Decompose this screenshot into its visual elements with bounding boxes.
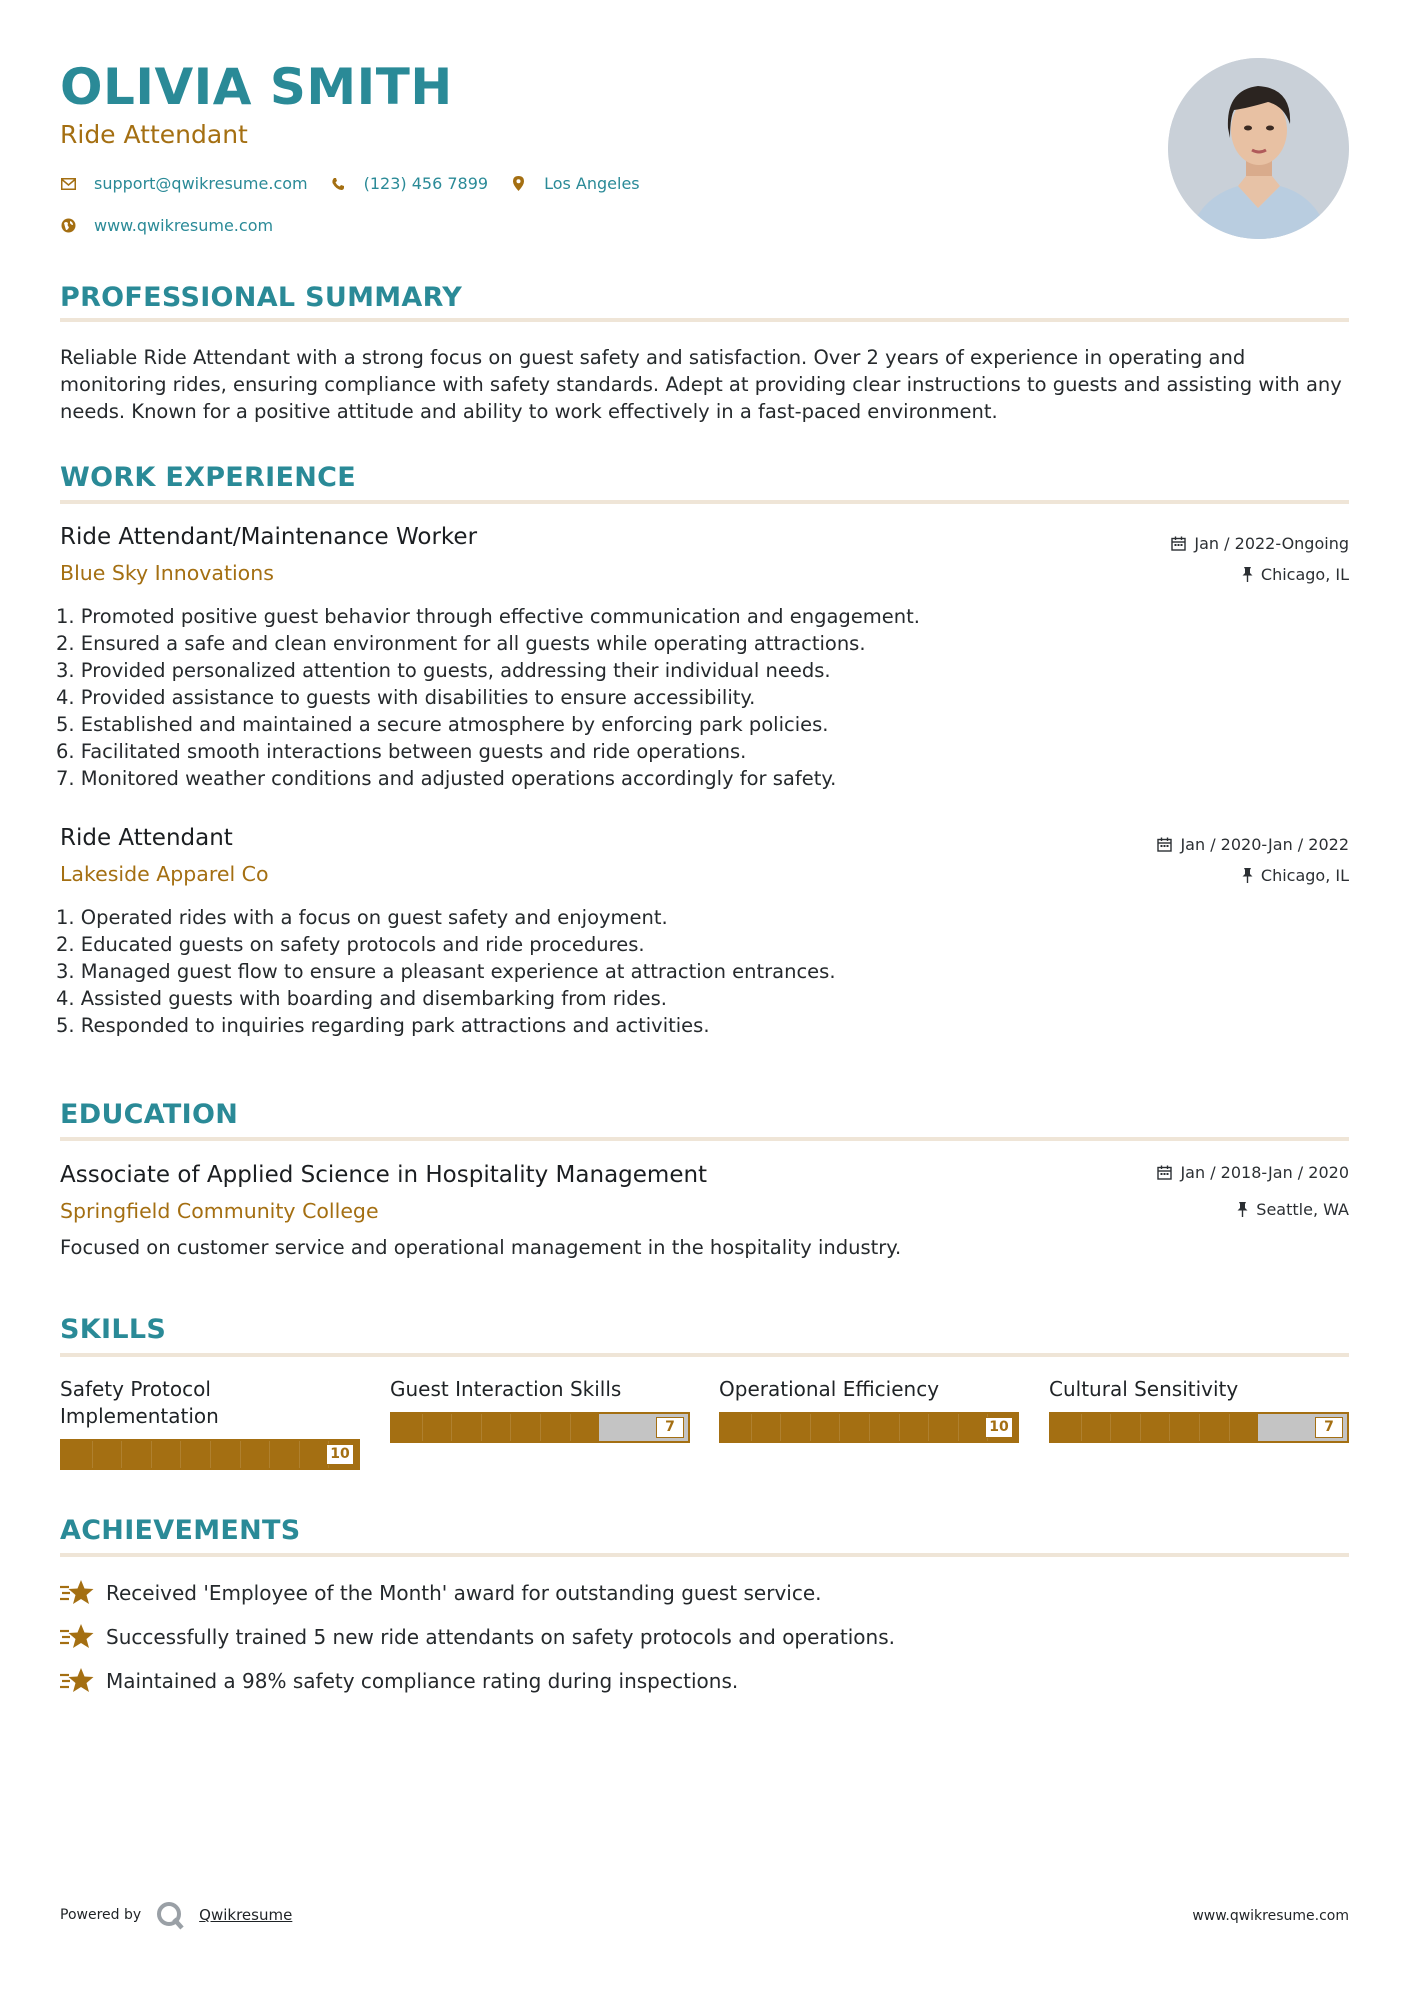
pushpin-icon xyxy=(1242,868,1253,883)
skill-bar-segment xyxy=(510,1414,511,1441)
list-item: 6. Facilitated smooth interactions between guests and ride operations. xyxy=(56,740,747,763)
contact-row-website xyxy=(60,216,295,235)
calendar-icon xyxy=(1171,536,1186,551)
skill-bar-segment xyxy=(1169,1414,1170,1441)
school-name: Springfield Community College xyxy=(60,1199,379,1223)
job-location xyxy=(1242,866,1349,885)
skill-item xyxy=(60,1376,360,1462)
skill-bar-segment xyxy=(839,1414,840,1441)
job-responsibilities xyxy=(56,904,1256,1039)
achievement-text: Maintained a 98% safety compliance rating during inspections. xyxy=(106,1669,739,1693)
job-location-text: Chicago, IL xyxy=(1260,565,1349,584)
achievement-item xyxy=(60,1666,738,1696)
list-item: 4. Provided assistance to guests with disabilities to ensure accessibility. xyxy=(56,686,756,709)
skill-bar-segment xyxy=(151,1441,152,1468)
envelope-icon xyxy=(60,176,76,192)
globe-icon xyxy=(60,218,76,234)
skill-name-line: Safety Protocol xyxy=(60,1377,211,1401)
job-dates-text: Jan / 2020-Jan / 2022 xyxy=(1180,835,1349,854)
job-location-text: Chicago, IL xyxy=(1260,866,1349,885)
calendar-icon xyxy=(1157,1165,1172,1180)
skill-score: 10 xyxy=(326,1444,354,1465)
job-title: Ride Attendant xyxy=(60,825,233,851)
job-responsibilities xyxy=(56,603,1256,792)
job-dates xyxy=(1171,534,1349,553)
qwikresume-link[interactable]: Qwikresume xyxy=(199,1906,293,1924)
skill-bar-fill xyxy=(1051,1414,1258,1441)
list-item: 4. Assisted guests with boarding and disembarking from rides. xyxy=(56,987,667,1010)
skill-name xyxy=(719,1376,1019,1403)
job-dates-text: Jan / 2022-Ongoing xyxy=(1194,534,1349,553)
footer-url[interactable]: www.qwikresume.com xyxy=(1192,1908,1349,1924)
phone-number[interactable]: (123) 456 7899 xyxy=(363,174,489,193)
skill-bar-segment xyxy=(1081,1414,1082,1441)
section-divider xyxy=(60,500,1349,504)
pushpin-icon xyxy=(1237,1202,1248,1217)
footer-branding xyxy=(60,1900,292,1930)
skill-bar xyxy=(390,1412,690,1443)
skill-score: 10 xyxy=(985,1417,1013,1438)
skill-bar-segment xyxy=(269,1441,270,1468)
section-divider xyxy=(60,318,1349,322)
skill-name-line: Implementation xyxy=(60,1404,219,1428)
summary-text: Reliable Ride Attendant with a strong focus on guest safety and satisfaction. Over 2 years of experience in operating and monitoring rides, ensuring compliance with safety standards. Adept at providing clear instructions to guests and assisting with any needs. Known for a positive attitude and ability to work effectively in a fast-paced environment. xyxy=(60,346,1342,423)
skill-bar-segment xyxy=(810,1414,811,1441)
contact-row xyxy=(60,174,662,193)
qwikresume-logo-icon xyxy=(155,1900,185,1930)
star-icon xyxy=(60,1578,94,1608)
skill-bar-segment xyxy=(240,1441,241,1468)
section-divider xyxy=(60,1137,1349,1141)
summary-heading: PROFESSIONAL SUMMARY xyxy=(60,282,463,313)
list-item: 1. Promoted positive guest behavior through effective communication and engagement. xyxy=(56,605,920,628)
skill-bar-segment xyxy=(1199,1414,1200,1441)
list-item: 1. Operated rides with a focus on guest safety and enjoyment. xyxy=(56,906,668,929)
job-location xyxy=(1242,565,1349,584)
skill-bar-segment xyxy=(299,1441,300,1468)
list-item: 2. Educated guests on safety protocols and ride procedures. xyxy=(56,933,645,956)
education-description: Focused on customer service and operational management in the hospitality industry. xyxy=(60,1236,902,1259)
section-divider xyxy=(60,1353,1349,1357)
phone-icon xyxy=(330,176,346,192)
education-dates xyxy=(1157,1163,1349,1182)
education-location xyxy=(1237,1200,1349,1219)
skill-bar-segment xyxy=(92,1441,93,1468)
skill-bar-segment xyxy=(451,1414,452,1441)
skill-bar-segment xyxy=(180,1441,181,1468)
skill-score: 7 xyxy=(1315,1417,1343,1438)
skill-bar xyxy=(719,1412,1019,1443)
company-name: Blue Sky Innovations xyxy=(60,561,274,585)
skill-bar-fill xyxy=(392,1414,599,1441)
list-item: 5. Responded to inquiries regarding park attractions and activities. xyxy=(56,1014,710,1037)
list-item: 7. Monitored weather conditions and adjusted operations accordingly for safety. xyxy=(56,767,837,790)
pushpin-icon xyxy=(1242,567,1253,582)
list-item: 5. Established and maintained a secure atmosphere by enforcing park policies. xyxy=(56,713,829,736)
section-divider xyxy=(60,1553,1349,1557)
skills-heading: SKILLS xyxy=(60,1314,167,1345)
skill-name xyxy=(1049,1376,1349,1403)
skill-bar-segment xyxy=(1229,1414,1230,1441)
website-link[interactable]: www.qwikresume.com xyxy=(94,216,274,235)
skill-bar xyxy=(1049,1412,1349,1443)
education-dates-text: Jan / 2018-Jan / 2020 xyxy=(1180,1163,1349,1182)
job-dates xyxy=(1157,835,1349,854)
powered-by-label: Powered by xyxy=(60,1907,142,1923)
skill-bar-segment xyxy=(540,1414,541,1441)
skill-name-line: Guest Interaction Skills xyxy=(390,1377,622,1401)
location-text: Los Angeles xyxy=(544,174,640,193)
skill-bar-segment xyxy=(422,1414,423,1441)
skill-item xyxy=(390,1376,690,1435)
skill-bar-segment xyxy=(210,1441,211,1468)
star-icon xyxy=(60,1666,94,1696)
skill-name xyxy=(60,1376,360,1430)
skill-name-line: Cultural Sensitivity xyxy=(1049,1377,1239,1401)
skill-bar-segment xyxy=(121,1441,122,1468)
skill-item xyxy=(1049,1376,1349,1435)
skill-item xyxy=(719,1376,1019,1435)
skill-bar-segment xyxy=(780,1414,781,1441)
candidate-role: Ride Attendant xyxy=(60,120,248,149)
skill-bar-segment xyxy=(958,1414,959,1441)
experience-heading: WORK EXPERIENCE xyxy=(60,462,356,493)
achievement-text: Received 'Employee of the Month' award for outstanding guest service. xyxy=(106,1581,822,1605)
skill-bar-segment xyxy=(481,1414,482,1441)
skill-bar-segment xyxy=(1110,1414,1111,1441)
star-icon xyxy=(60,1622,94,1652)
job-title: Ride Attendant/Maintenance Worker xyxy=(60,524,478,550)
education-heading: EDUCATION xyxy=(60,1099,239,1130)
skill-bar xyxy=(60,1439,360,1470)
degree-title: Associate of Applied Science in Hospitality Management xyxy=(60,1162,708,1188)
skill-bar-segment xyxy=(869,1414,870,1441)
company-name: Lakeside Apparel Co xyxy=(60,862,269,886)
map-pin-icon xyxy=(510,176,526,192)
email-link[interactable]: support@qwikresume.com xyxy=(94,174,308,193)
skill-bar-segment xyxy=(899,1414,900,1441)
list-item: 3. Provided personalized attention to guests, addressing their individual needs. xyxy=(56,659,831,682)
skill-bar-segment xyxy=(928,1414,929,1441)
candidate-name: OLIVIA SMITH xyxy=(60,58,453,116)
education-location-text: Seattle, WA xyxy=(1256,1200,1349,1219)
skill-bar-segment xyxy=(751,1414,752,1441)
achievement-item xyxy=(60,1622,895,1652)
achievement-item xyxy=(60,1578,822,1608)
achievement-text: Successfully trained 5 new ride attendants on safety protocols and operations. xyxy=(106,1625,895,1649)
achievements-heading: ACHIEVEMENTS xyxy=(60,1515,301,1546)
calendar-icon xyxy=(1157,837,1172,852)
list-item: 3. Managed guest flow to ensure a pleasant experience at attraction entrances. xyxy=(56,960,836,983)
list-item: 2. Ensured a safe and clean environment for all guests while operating attractions. xyxy=(56,632,866,655)
skill-name xyxy=(390,1376,690,1403)
skill-score: 7 xyxy=(656,1417,684,1438)
skill-bar-segment xyxy=(570,1414,571,1441)
skill-name-line: Operational Efficiency xyxy=(719,1377,940,1401)
profile-photo xyxy=(1168,58,1349,239)
skill-bar-segment xyxy=(1140,1414,1141,1441)
